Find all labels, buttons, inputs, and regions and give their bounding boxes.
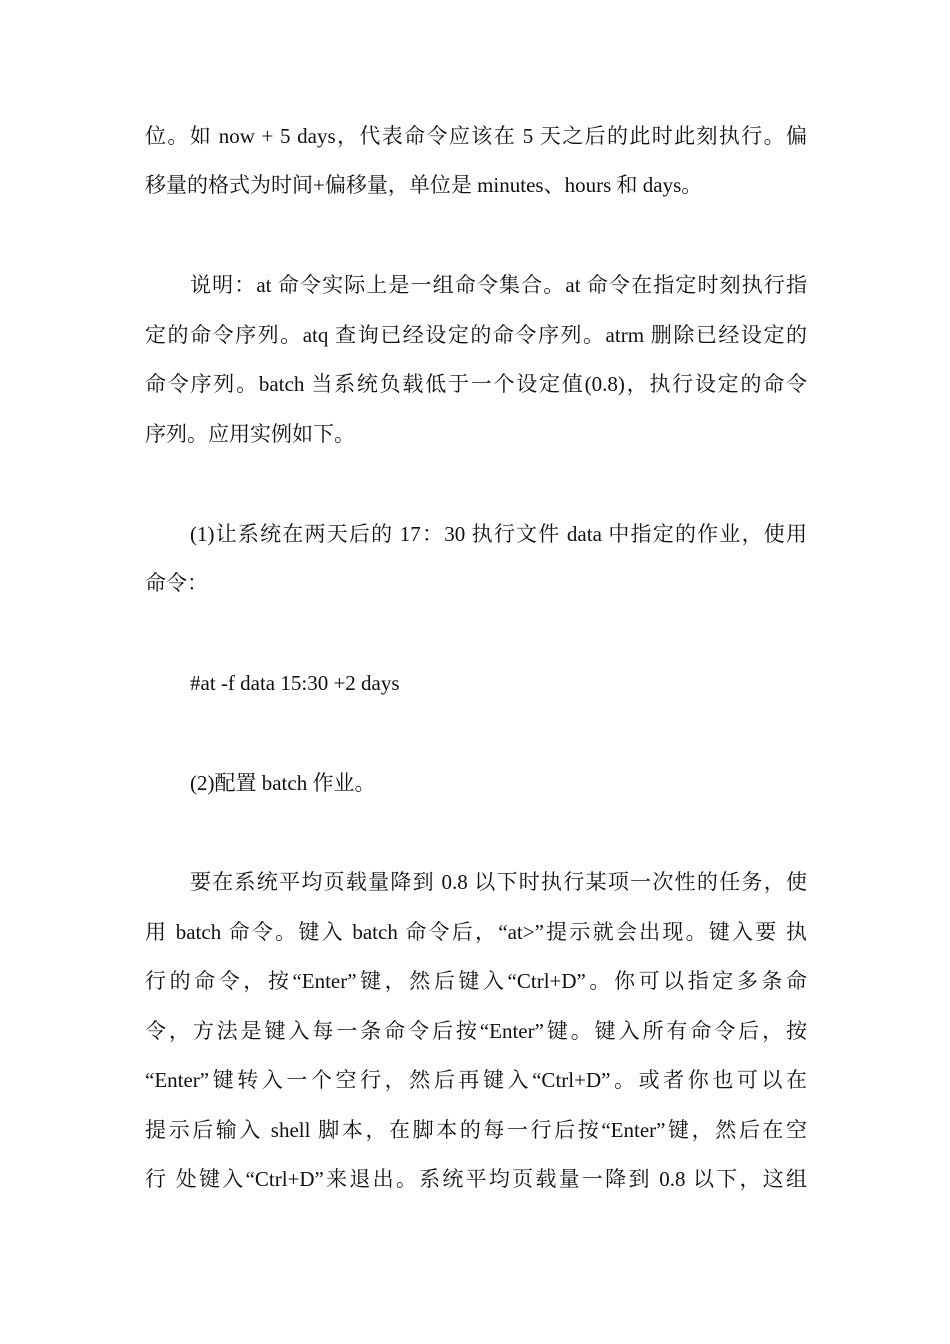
text-line: 定的命令序列。atq 查询已经设定的命令序列。atrm 删除已经设定的 xyxy=(145,323,807,347)
text-line: 位。如 now + 5 days，代表命令应该在 5 天之后的此时此刻执行。偏 xyxy=(145,124,807,148)
text-line: 行的命令，按“Enter”键，然后键入“Ctrl+D”。你可以指定多条命 xyxy=(145,969,807,993)
text-line: 用 batch 命令。键入 batch 命令后，“at>”提示就会出现。键入要 执 xyxy=(145,920,807,944)
text-line: 行 处键入“Ctrl+D”来退出。系统平均页载量一降到 0.8 以下，这组 xyxy=(145,1167,807,1191)
text-line: (1)让系统在两天后的 17：30 执行文件 data 中指定的作业，使用 xyxy=(190,522,807,546)
section-heading: (2)配置 batch 作业。 xyxy=(190,771,376,795)
text-line: 命令： xyxy=(145,571,208,595)
text-line: 令，方法是键入每一条命令后按“Enter”键。键入所有命令后，按 xyxy=(145,1019,807,1043)
command-line: #at -f data 15:30 +2 days xyxy=(190,671,400,695)
text-line: 命令序列。batch 当系统负载低于一个设定值(0.8)，执行设定的命令 xyxy=(145,372,807,396)
text-line: 说明：at 命令实际上是一组命令集合。at 命令在指定时刻执行指 xyxy=(190,273,807,297)
text-line: 提示后输入 shell 脚本，在脚本的每一行后按“Enter”键，然后在空 xyxy=(145,1118,807,1142)
text-line: 要在系统平均页载量降到 0.8 以下时执行某项一次性的任务，使 xyxy=(190,870,807,894)
text-line: “Enter”键转入一个空行，然后再键入“Ctrl+D”。或者你也可以在 xyxy=(145,1068,807,1092)
text-line: 移量的格式为时间+偏移量，单位是 minutes、hours 和 days。 xyxy=(145,173,703,197)
text-line: 序列。应用实例如下。 xyxy=(145,422,355,446)
